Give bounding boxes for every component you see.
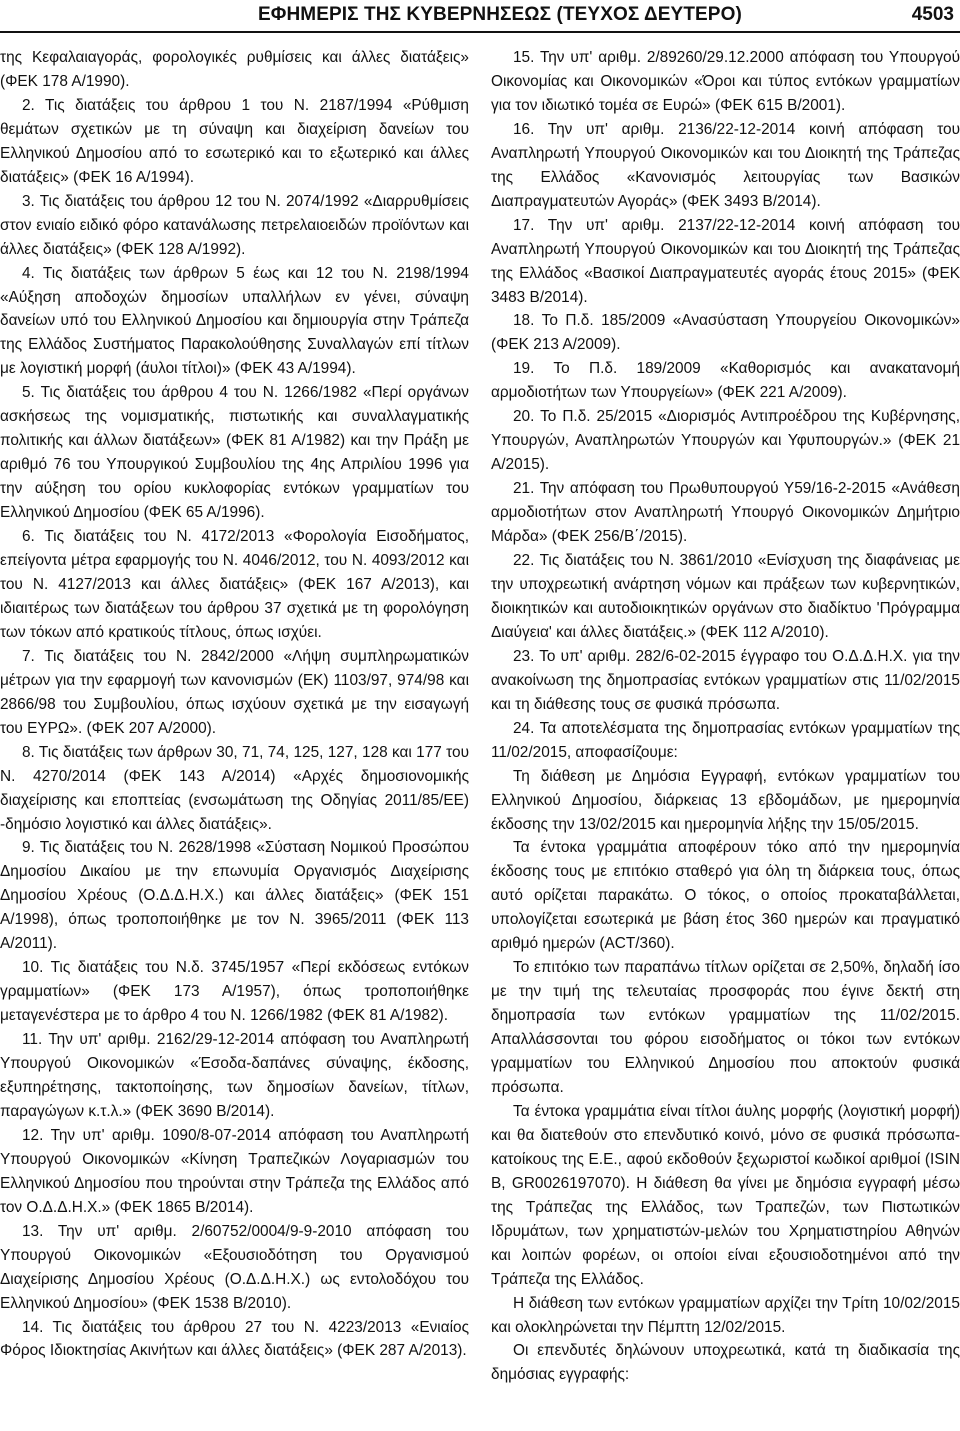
- page-number: 4503: [911, 4, 954, 25]
- paragraph: 4. Τις διατάξεις των άρθρων 5 έως και 12 του Ν. 2198/1994 «Αύξηση αποδοχών δημοσίων υπαλλήλων εν γένει, σύναψη δανείων υπό του Ελληνικού Δημοσίου και δημιουργία στην Τράπεζα της Ελλάδος Συστήματος Παρακολούθησης Συναλλαγών επί τίτλων με λογιστική μορφή (άυλοι τίτλοι)» (ΦΕΚ 43 Α/1994).: [0, 264, 469, 378]
- paragraph: 16. Την υπ' αριθμ. 2136/22-12-2014 κοινή απόφαση του Αναπληρωτή Υπουργού Οικονομικών και του Διοικητή της Τράπεζας της Ελλάδος «Κανονισμός λειτουργίας των Βασικών Διαπραγματευτών Αγοράς» (ΦΕΚ 3493 Β/2014).: [491, 120, 960, 210]
- paragraph: 6. Τις διατάξεις του Ν. 4172/2013 «Φορολογία Εισοδήματος, επείγοντα μέτρα εφαρμογής του Ν. 4046/2012, του Ν. 4093/2012 και του Ν. 4127/2013 και άλλες διατάξεις» (ΦΕΚ 167 Α/2013), και ιδιαιτέρως των διατάξεων του άρθρου 37 σχετικά με τη φορολόγηση των τόκων από κρατικούς τίτλους, όπως ισχύει.: [0, 528, 469, 641]
- paragraph: 3. Τις διατάξεις του άρθρου 12 του Ν. 2074/1992 «Διαρρυθμίσεις στον ενιαίο ειδικό φόρο κατανάλωσης πετρελαιοειδών προϊόντων και άλλες διατάξεις» (ΦΕΚ 128 Α/1992).: [0, 192, 469, 258]
- paragraph: 17. Την υπ' αριθμ. 2137/22-12-2014 κοινή απόφαση του Αναπληρωτή Υπουργού Οικονομικών και του Διοικητή της Τράπεζας της Ελλάδος «Βασικοί Διαπραγματευτές αγοράς έτους 2015» (ΦΕΚ 3483 Β/2014).: [491, 216, 960, 306]
- paragraph: Οι επενδυτές δηλώνουν υποχρεωτικά, κατά τη διαδικασία της δημόσιας εγγραφής:: [491, 1342, 960, 1384]
- paragraph: 18. Το Π.δ. 185/2009 «Ανασύσταση Υπουργείου Οικονομικών» (ΦΕΚ 213 Α/2009).: [491, 312, 960, 354]
- right-column: [491, 46, 960, 1387]
- paragraph: 13. Την υπ' αριθμ. 2/60752/0004/9-9-2010 απόφαση του Υπουργού Οικονομικών «Εξουσιοδότηση του Οργανισμού Διαχείρισης Δημοσίου Χρέους (Ο.Δ.Δ.Η.Χ.) ως εντολοδόχου του Ελληνικού Δημοσίου» (ΦΕΚ 1538 Β/2010).: [0, 1222, 469, 1312]
- paragraph: 24. Τα αποτελέσματα της δημοπρασίας εντόκων γραμματίων της 11/02/2015, αποφασίζουμε:: [491, 719, 960, 761]
- paragraph: Το επιτόκιο των παραπάνω τίτλων ορίζεται σε 2,50%, δηλαδή ίσο με την τιμή της τελευταίας προσφοράς που έγινε δεκτή στη δημοπρασία των εντόκων γραμματίων της 11/02/2015. Απαλλάσσονται του φόρου εισοδήματος οι τόκοι των εντόκων γραμματίων του Ελληνικού Δημοσίου που αποκτούν φυσικά πρόσωπα.: [491, 959, 960, 1096]
- paragraph: 12. Την υπ' αριθμ. 1090/8-07-2014 απόφαση του Αναπληρωτή Υπουργού Οικονομικών «Κίνηση Τραπεζικών Λογαριασμών του Ελληνικού Δημοσίου που τηρούνται στην Τράπεζα της Ελλάδος από τον Ο.Δ.Δ.Η.Χ.» (ΦΕΚ 1865 Β/2014).: [0, 1126, 469, 1216]
- header-divider: [0, 31, 960, 33]
- left-column: [0, 46, 469, 1363]
- paragraph: 11. Την υπ' αριθμ. 2162/29-12-2014 απόφαση του Αναπληρωτή Υπουργού Οικονομικών «Έσοδα-δαπάνες σύναψης, έκδοσης, εξυπηρέτησης, τακτοποίησης, των δημοσίων δανείων, τίτλων, παραγώγων κ.τ.λ.» (ΦΕΚ 3690 Β/2014).: [0, 1031, 469, 1120]
- paragraph: 20. Το Π.δ. 25/2015 «Διορισμός Αντιπροέδρου της Κυβέρνησης, Υπουργών, Αναπληρωτών Υπουργών και Υφυπουργών.» (ΦΕΚ 21 Α/2015).: [491, 408, 960, 474]
- paragraph: 9. Τις διατάξεις του Ν. 2628/1998 «Σύσταση Νομικού Προσώπου Δημοσίου Δικαίου με την επωνυμία Οργανισμός Διαχείρισης Δημοσίου Χρέους (Ο.Δ.Δ.Η.Χ.) και άλλες διατάξεις» (ΦΕΚ 151 Α/1998), όπως τροποποιήθηκε με τον Ν. 3965/2011 (ΦΕΚ 113 Α/2011).: [0, 839, 469, 953]
- paragraph: 10. Τις διατάξεις του Ν.δ. 3745/1957 «Περί εκδόσεως εντόκων γραμματίων» (ΦΕΚ 173 Α/1957), όπως τροποποιήθηκε μεταγενέστερα με το άρθρο 4 του Ν. 1266/1982 (ΦΕΚ 81 Α/1982).: [0, 959, 469, 1025]
- paragraph: 8. Τις διατάξεις των άρθρων 30, 71, 74, 125, 127, 128 και 177 του Ν. 4270/2014 (ΦΕΚ 143 Α/2014) «Αρχές δημοσιονομικής διαχείρισης και εποπτείας (ενσωμάτωση της Οδηγίας 2011/85/ΕΕ) -δημόσιο λογιστικό και άλλες διατάξεις».: [0, 743, 469, 833]
- paragraph: 2. Τις διατάξεις του άρθρου 1 του Ν. 2187/1994 «Ρύθμιση θεμάτων σχετικών με τη σύναψη και διαχείριση δανείων του Ελληνικού Δημοσίου από το εσωτερικό και το εξωτερικό και άλλες διατάξεις» (ΦΕΚ 16 Α/1994).: [0, 96, 469, 186]
- paragraph: Τη διάθεση με Δημόσια Εγγραφή, εντόκων γραμματίων του Ελληνικού Δημοσίου, διάρκειας 13 εβδομάδων, με ημερομηνία έκδοσης την 13/02/2015 και ημερομηνία λήξης την 15/05/2015.: [491, 767, 960, 833]
- paragraph: Τα έντοκα γραμμάτια αποφέρουν τόκο από την ημερομηνία έκδοσης τους με επιτόκιο σταθερό για όλη τη διάρκεια τους, όπως αυτό ορίζεται παρακάτω. Ο τόκος, ο οποίος προκαταβάλλεται, υπολογίζεται εσωτερικά με βάση έτος 360 ημερών και πραγματικό αριθμό ημερών (ACT/360).: [491, 839, 960, 953]
- paragraph: 7. Τις διατάξεις του Ν. 2842/2000 «Λήψη συμπληρωματικών μέτρων για την εφαρμογή των κανονισμών (ΕΚ) 1103/97, 974/98 και 2866/98 του Συμβουλίου, όπως ισχύουν σχετικά με την εισαγωγή του ΕΥΡΩ». (ΦΕΚ 207 Α/2000).: [0, 647, 469, 737]
- paragraph: 14. Τις διατάξεις του άρθρου 27 του Ν. 4223/2013 «Ενιαίος Φόρος Ιδιοκτησίας Ακινήτων και άλλες διατάξεις» (ΦΕΚ 287 Α/2013).: [0, 1318, 469, 1360]
- page-header: [0, 0, 960, 34]
- paragraph: 5. Τις διατάξεις του άρθρου 4 του Ν. 1266/1982 «Περί οργάνων ασκήσεως της νομισματικής, πιστωτικής και συναλλαγματικής πολιτικής και άλλων διατάξεων» (ΦΕΚ 81 Α/1982) και την Πράξη με αριθμό 76 του Υπουργικού Συμβουλίου της 4ης Απριλίου 1996 για την αύξηση του ορίου κυκλοφορίας εντόκων γραμματίων του Ελληνικού Δημοσίου (ΦΕΚ 65 Α/1996).: [0, 384, 469, 522]
- paragraph: 19. Το Π.δ. 189/2009 «Καθορισμός και ανακατανομή αρμοδιοτήτων των Υπουργείων» (ΦΕΚ 221 Α/2009).: [491, 360, 960, 402]
- paragraph: 15. Την υπ' αριθμ. 2/89260/29.12.2000 απόφαση του Υπουργού Οικονομίας και Οικονομικών «Όροι και τύπος εντόκων γραμματίων για τον ιδιωτικό τομέα σε Ευρώ» (ΦΕΚ 615 Β/2001).: [491, 49, 960, 114]
- paragraph: Τα έντοκα γραμμάτια είναι τίτλοι άυλης μορφής (λογιστική μορφή) και θα διατεθούν στο επενδυτικό κοινό, μόνο σε φυσικά πρόσωπα-κατοίκους της Ε.Ε., αφού εκδοθούν ξεχωριστοί κωδικοί αριθμοί (ISIN B, GR0026197070). Η διάθεση θα γίνει με δημόσια εγγραφή μέσω της Τράπεζας της Ελλάδος, των Τραπεζών, των Πιστωτικών Ιδρυμάτων, των χρηματιστών-μελών του Χρηματιστηρίου Αθηνών και λοιπών φορέων, οι οποίοι είναι εξουσιοδοτημένοι από την Τράπεζα της Ελλάδος.: [491, 1102, 960, 1288]
- paragraph: Η διάθεση των εντόκων γραμματίων αρχίζει την Τρίτη 10/02/2015 και ολοκληρώνεται την Πέμπτη 12/02/2015.: [491, 1294, 960, 1336]
- paragraph: 21. Την απόφαση του Πρωθυπουργού Υ59/16-2-2015 «Ανάθεση αρμοδιοτήτων στον Αναπληρωτή Υπουργό Οικονομικών Δημήτριο Μάρδα» (ΦΕΚ 256/Β΄/2015).: [491, 480, 960, 546]
- gazette-title: ΕΦΗΜΕΡΙΣ ΤΗΣ ΚΥΒΕΡΝΗΣΕΩΣ (ΤΕΥΧΟΣ ΔΕΥΤΕΡΟ): [258, 4, 742, 25]
- paragraph: της Κεφαλαιαγοράς, φορολογικές ρυθμίσεις και άλλες διατάξεις» (ΦΕΚ 178 Α/1990).: [0, 49, 469, 90]
- paragraph: 22. Τις διατάξεις του Ν. 3861/2010 «Ενίσχυση της διαφάνειας με την υποχρεωτική ανάρτηση νόμων και πράξεων των κυβερνητικών, διοικητικών και αυτοδιοικητικών οργάνων στο διαδίκτυο 'Πρόγραμμα Διαύγεια' και άλλες διατάξεις.» (ΦΕΚ 112 Α/2010).: [491, 552, 960, 641]
- paragraph: 23. Το υπ' αριθμ. 282/6-02-2015 έγγραφο του Ο.Δ.Δ.Η.Χ. για την ανακοίνωση της δημοπρασίας εντόκων γραμματίων στις 11/02/2015 και τη διάθεσης τους σε φυσικά πρόσωπα.: [491, 647, 960, 713]
